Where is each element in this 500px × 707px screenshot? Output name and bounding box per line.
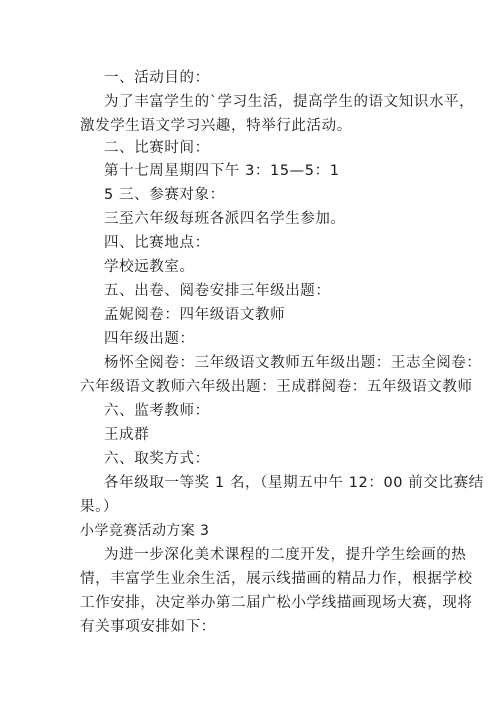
paragraph-line: 三至六年级每班各派四名学生参加。 bbox=[104, 211, 346, 227]
section-title: 小学竞赛活动方案 3 bbox=[80, 523, 210, 539]
heading-exam-arrangement: 五、出卷、阅卷安排三年级出题： bbox=[104, 283, 331, 299]
paragraph-line: 王成群 bbox=[104, 427, 150, 443]
paragraph-line: 第十七周星期四下午 3：15—5：1 bbox=[104, 163, 340, 179]
paragraph-line: 孟妮阅卷：四年级语文教师 bbox=[104, 307, 286, 323]
heading-award-method: 六、取奖方式： bbox=[104, 451, 210, 467]
paragraph-line: 四年级出题： bbox=[104, 331, 195, 347]
paragraph-line: 为了丰富学生的`学习生活，提高学生的语文知识水平， bbox=[104, 94, 475, 110]
heading-invigilators: 六、监考教师： bbox=[104, 403, 210, 419]
heading-competition-time: 二、比赛时间： bbox=[104, 140, 210, 156]
paragraph-line: 学校远教室。 bbox=[104, 259, 195, 275]
paragraph-line: 六年级语文教师六年级出题：王成群阅卷：五年级语文教师 bbox=[80, 379, 473, 395]
heading-participants: 5 三、参赛对象： bbox=[104, 187, 225, 203]
heading-activity-purpose: 一、活动目的： bbox=[104, 70, 210, 86]
paragraph-line: 有关事项安排如下： bbox=[80, 619, 216, 635]
heading-location: 四、比赛地点： bbox=[104, 235, 210, 251]
paragraph-line: 各年级取一等奖 1 名，（星期五中午 12：00 前交比赛结 bbox=[104, 475, 484, 491]
paragraph-line: 情，丰富学生业余生活，展示线描画的精品力作，根据学校 bbox=[80, 571, 473, 587]
paragraph-line: 杨怀全阅卷：三年级语文教师五年级出题：王志全阅卷： bbox=[104, 355, 482, 371]
paragraph-line: 工作安排，决定举办第二届广松小学线描画现场大赛，现将 bbox=[80, 595, 473, 611]
paragraph-line: 为进一步深化美术课程的二度开发，提升学生绘画的热 bbox=[104, 547, 467, 563]
paragraph-line: 果。） bbox=[80, 499, 119, 515]
paragraph-line: 激发学生语文学习兴趣，特举行此活动。 bbox=[80, 118, 352, 134]
